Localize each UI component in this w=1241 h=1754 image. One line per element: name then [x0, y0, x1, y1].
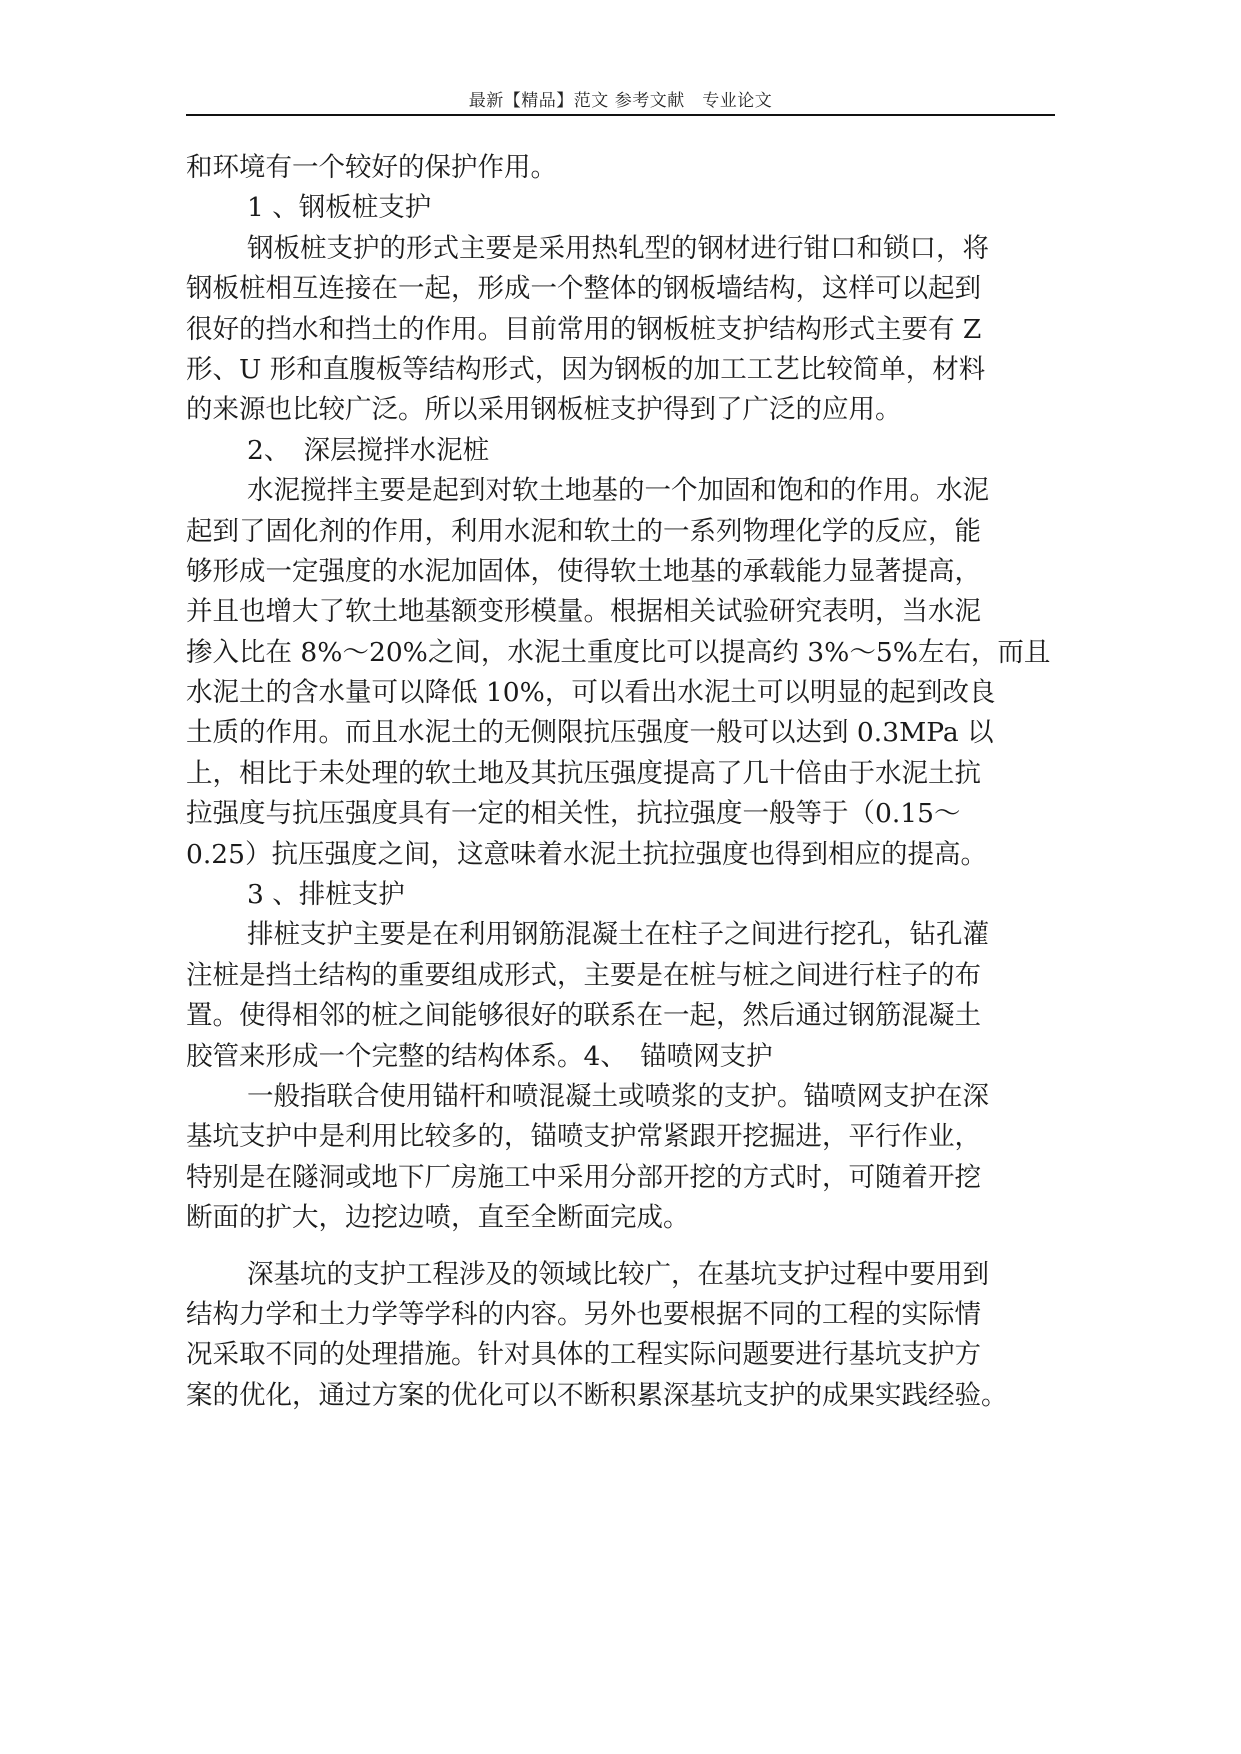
text-line: 的来源也比较广泛。所以采用钢板桩支护得到了广泛的应用。: [186, 394, 902, 426]
text-line: 深基坑的支护工程涉及的领域比较广，在基坑支护过程中要用到: [247, 1258, 989, 1290]
text-line: 一般指联合使用锚杆和喷混凝土或喷浆的支护。锚喷网支护在深: [247, 1080, 989, 1112]
text-line: 掺入比在 8%～20%之间，水泥土重度比可以提高约 3%～5%左右，而且: [186, 636, 1051, 668]
section-heading: 1 、钢板桩支护: [247, 192, 432, 224]
section-heading: 3 、排桩支护: [247, 879, 405, 911]
text-line: 特别是在隧洞或地下厂房施工中采用分部开挖的方式时，可随着开挖: [186, 1161, 981, 1193]
text-line: 拉强度与抗压强度具有一定的相关性，抗拉强度一般等于（0.15～: [186, 798, 961, 830]
text-line: 况采取不同的处理措施。针对具体的工程实际问题要进行基坑支护方: [186, 1339, 981, 1371]
section-heading: 2、 深层搅拌水泥桩: [247, 434, 490, 466]
text-line: 结构力学和土力学等学科的内容。另外也要根据不同的工程的实际情: [186, 1298, 981, 1330]
text-line: 基坑支护中是利用比较多的，锚喷支护常紧跟开挖掘进，平行作业，: [186, 1121, 981, 1153]
text-line: 断面的扩大，边挖边喷，直至全断面完成。: [186, 1202, 690, 1234]
text-line: 钢板桩支护的形式主要是采用热轧型的钢材进行钳口和锁口，将: [247, 232, 989, 264]
text-line: 土质的作用。而且水泥土的无侧限抗压强度一般可以达到 0.3MPa 以: [186, 717, 994, 749]
text-line: 钢板桩相互连接在一起，形成一个整体的钢板墙结构，这样可以起到: [186, 273, 981, 305]
body-text: [186, 148, 1055, 1416]
text-line: 形、U 形和直腹板等结构形式，因为钢板的加工工艺比较简单，材料: [186, 353, 986, 385]
text-line: 并且也增大了软土地基额变形模量。根据相关试验研究表明，当水泥: [186, 596, 981, 628]
text-line: 很好的挡水和挡土的作用。目前常用的钢板桩支护结构形式主要有 Z: [186, 313, 982, 345]
text-line: 够形成一定强度的水泥加固体，使得软土地基的承载能力显著提高，: [186, 555, 981, 587]
header-rule: [186, 114, 1055, 116]
text-line: 案的优化，通过方案的优化可以不断积累深基坑支护的成果实践经验。: [186, 1379, 1008, 1411]
text-line: 胶管来形成一个完整的结构体系。4、 锚喷网支护: [186, 1040, 773, 1072]
text-line: 置。使得相邻的桩之间能够很好的联系在一起，然后通过钢筋混凝土: [186, 1000, 981, 1032]
running-header: 最新【精品】范文 参考文献 专业论文: [468, 91, 773, 111]
paragraph-gap: [186, 1239, 1055, 1255]
text-line: 0.25）抗压强度之间，这意味着水泥土抗拉强度也得到相应的提高。: [186, 838, 988, 870]
text-line: 和环境有一个较好的保护作用。: [186, 152, 557, 183]
text-line: 起到了固化剂的作用，利用水泥和软土的一系列物理化学的反应，能: [186, 515, 981, 547]
text-line: 注桩是挡土结构的重要组成形式，主要是在桩与桩之间进行柱子的布: [186, 959, 981, 991]
text-line: 上，相比于未处理的软土地及其抗压强度提高了几十倍由于水泥土抗: [186, 757, 981, 789]
text-line: 水泥搅拌主要是起到对软土地基的一个加固和饱和的作用。水泥: [247, 475, 989, 507]
text-line: 排桩支护主要是在利用钢筋混凝土在柱子之间进行挖孔，钻孔灌: [247, 919, 989, 951]
text-line: 水泥土的含水量可以降低 10%，可以看出水泥土可以明显的起到改良: [186, 677, 996, 709]
